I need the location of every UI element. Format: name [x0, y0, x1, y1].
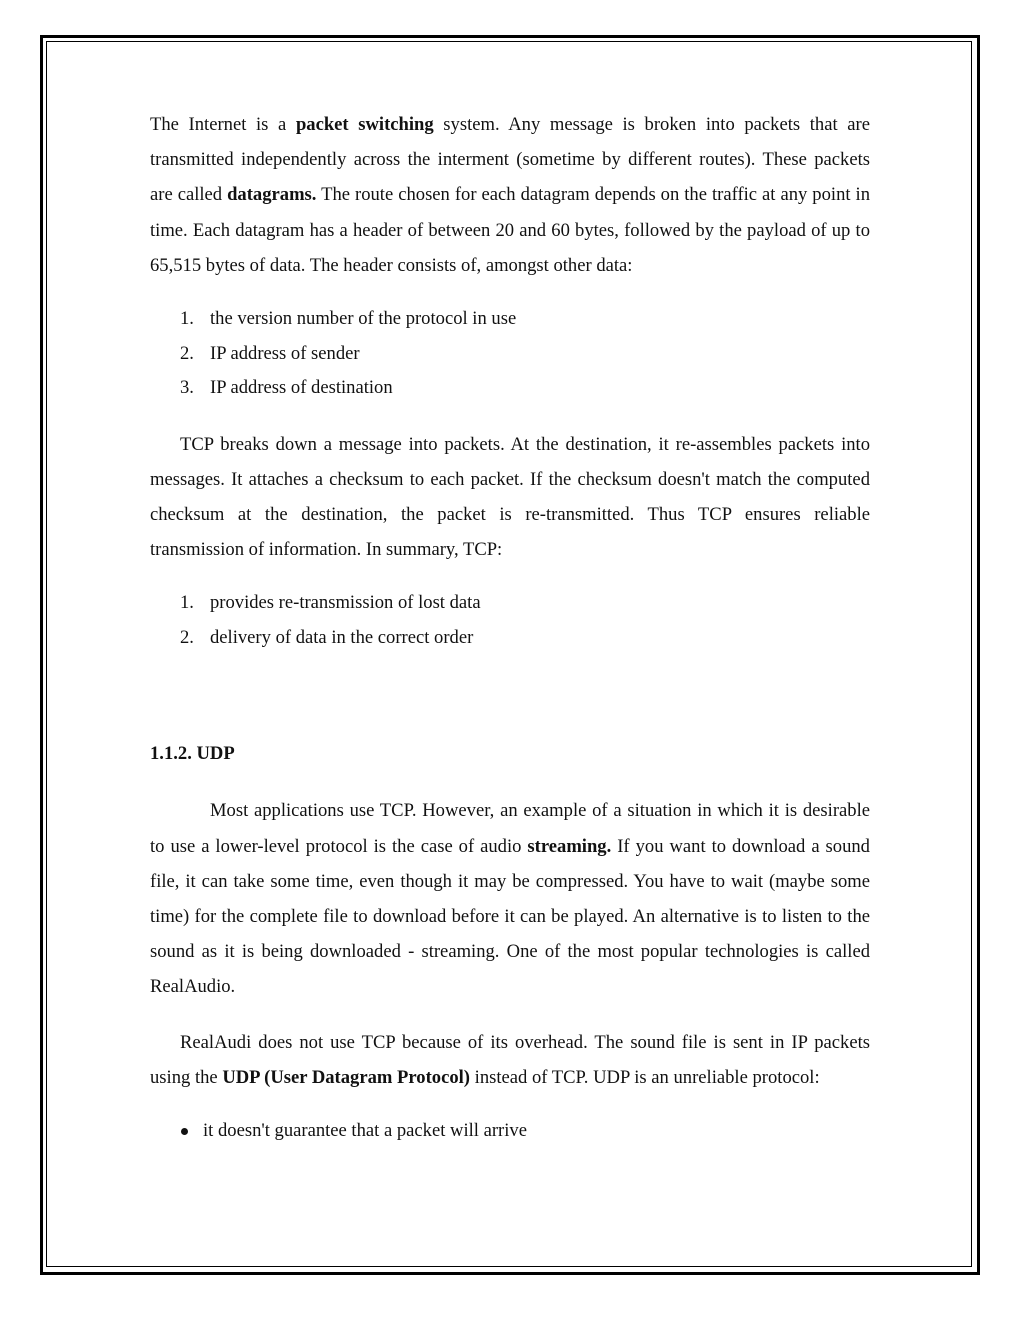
text-run: RealAudi does not use TCP because of its overhead. The sound file is sent in IP packets using the — [150, 1031, 870, 1088]
bold-term-packet-switching: packet switching — [295, 114, 434, 135]
bullet-icon — [181, 1128, 188, 1135]
list-item-text: IP address of sender — [210, 342, 360, 364]
list-item — [150, 586, 870, 621]
list-item-text: IP address of destination — [210, 377, 393, 399]
list-number: 2. — [180, 342, 194, 364]
list-item — [150, 337, 870, 372]
list-item — [150, 1114, 870, 1149]
section-heading-udp: 1.1.2. UDP — [150, 743, 235, 765]
bold-term-udp: UDP (User Datagram Protocol) — [222, 1066, 470, 1088]
text-run: The route chosen for each datagram depends on the traffic at any point in time. Each datagram has a header of between 20 and 60 bytes, followed by the payload of up to 65,515 bytes of data. The header consists of, amongst other data: — [150, 184, 870, 276]
list-item-text: it doesn't guarantee that a packet will arrive — [203, 1119, 527, 1141]
list-item — [150, 621, 870, 656]
list-item-text: provides re-transmission of lost data — [210, 592, 481, 614]
list-number: 2. — [180, 626, 194, 648]
list-item-text: the version number of the protocol in use — [210, 308, 517, 330]
header-fields-list — [150, 302, 870, 406]
text-run: instead of TCP. UDP is an unreliable protocol: — [470, 1066, 820, 1088]
tcp-summary-list — [150, 586, 870, 655]
paragraph-streaming — [150, 793, 870, 1004]
list-item-text: delivery of data in the correct order — [210, 626, 474, 648]
list-item — [150, 302, 870, 337]
list-number: 3. — [180, 377, 194, 399]
paragraph-realaudio — [150, 1025, 870, 1095]
list-number: 1. — [180, 592, 194, 614]
text-run: If you want to download a sound file, it can take some time, even though it may be compressed. You have to wait (maybe some time) for the complete file to download before it can be played. An alternative is to listen to the sound as it is being downloaded - streaming. One of the most popular technologies is called RealAudio. — [150, 835, 870, 998]
document-body — [150, 107, 870, 1148]
text-run: The Internet is a — [150, 114, 296, 135]
list-number: 1. — [180, 308, 194, 330]
paragraph-packet-switching — [150, 107, 870, 283]
text-run: system. Any message is broken into packets that are transmitted independently across the interment (sometime by different routes). These packets are called — [150, 114, 870, 206]
list-item — [150, 371, 870, 406]
bold-term-streaming: streaming. — [527, 835, 612, 857]
paragraph-tcp: TCP breaks down a message into packets. At the destination, it re-assembles packets into messages. It attaches a checksum to each packet. If the checksum doesn't match the computed checksum at the destination, the packet is re-transmitted. Thus TCP ensures reliable transmission of information. In summary, TCP: — [150, 433, 870, 561]
udp-properties-list — [150, 1114, 870, 1149]
text-run: Most applications use TCP. However, an example of a situation in which it is desirable to use a lower-level protocol is the case of audio — [150, 800, 870, 857]
bold-term-datagrams: datagrams. — [227, 184, 317, 206]
